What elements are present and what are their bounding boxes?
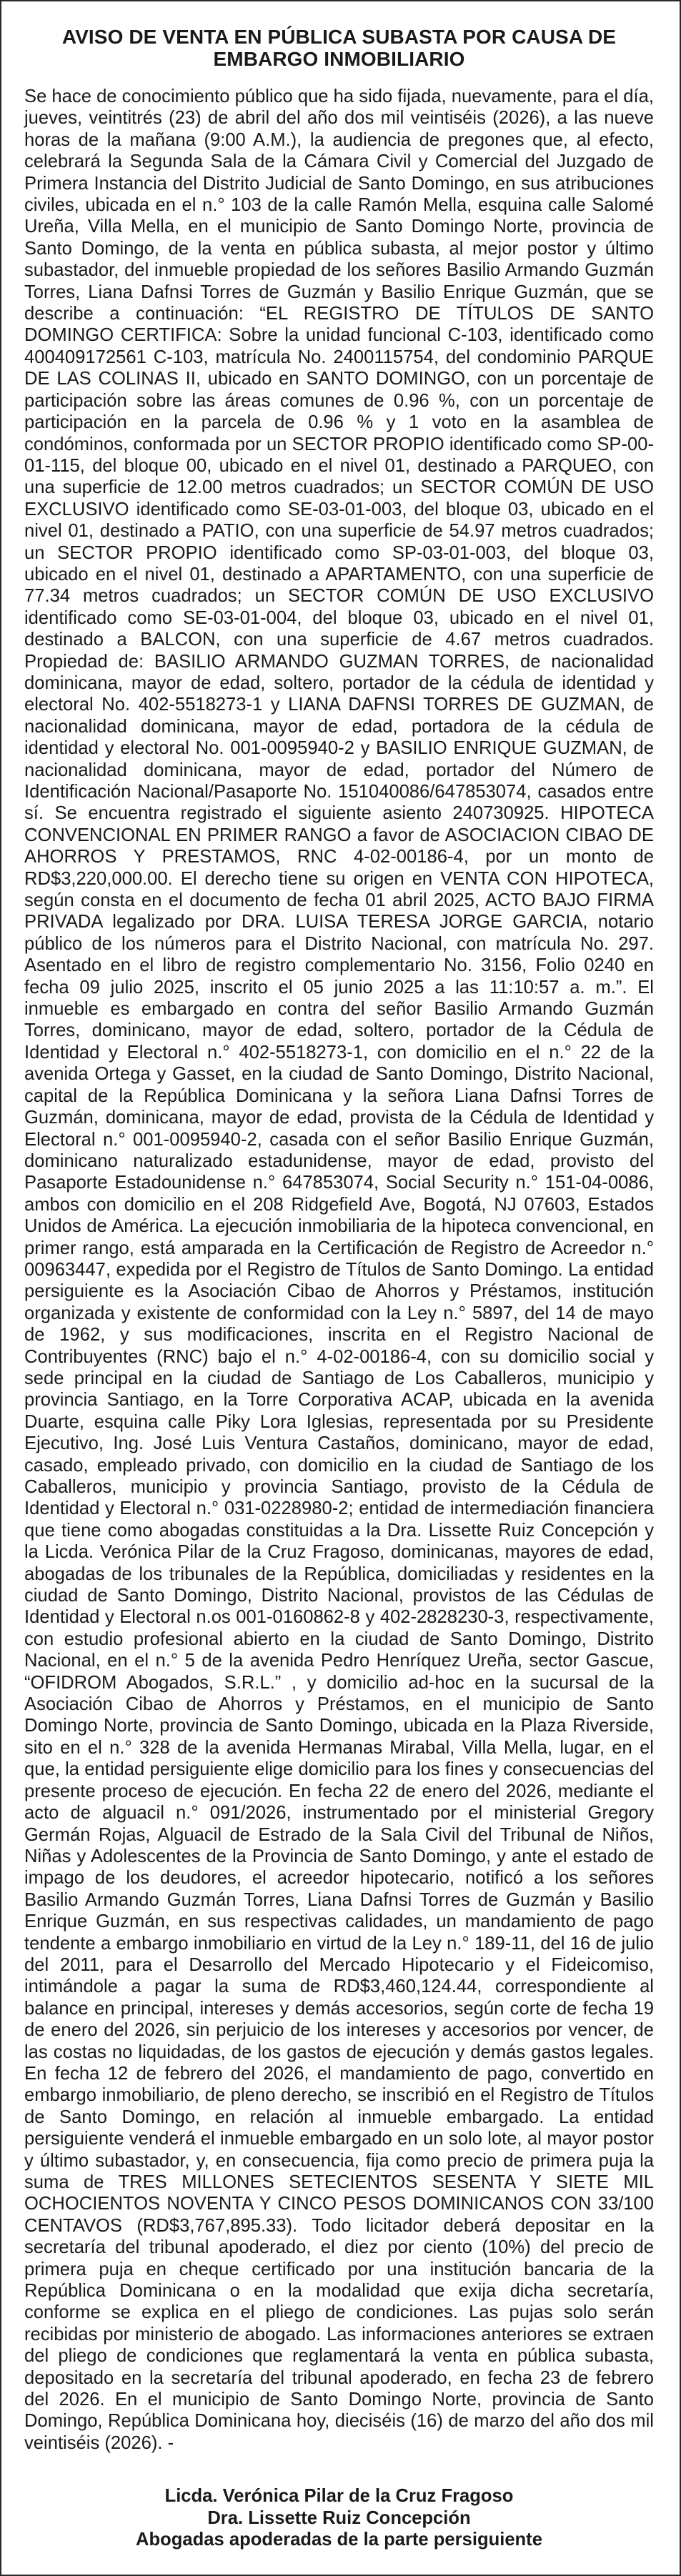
notice-body (24, 86, 654, 2454)
signature-block (24, 2485, 654, 2550)
signature-line-3: Abogadas apoderadas de la parte persiguiente (136, 2530, 542, 2550)
signature-line-2: Dra. Lissette Ruiz Concepción (207, 2507, 471, 2528)
signature-line-1: Licda. Verónica Pilar de la Cruz Fragoso (164, 2486, 514, 2507)
notice-body-text: Se hace de conocimiento público que ha sido fijada, nuevamente, para el día, jueves, veintitrés (23) de abril del año dos mil veintiséis (2026), a las nueve horas de la mañana (9:00 A.M.), la audiencia de pregones que, al efecto, celebrará la Segunda Sala de la Cámara Civil y Comercial del Juzgado de Primera Instancia del Distrito Judicial de Santo Domingo, en sus atribuciones civiles, ubicada en el n.° 103 de la calle Ramón Mella, esquina calle Salomé Ureña, Villa Mella, en el municipio de Santo Domingo Norte, provincia de Santo Domingo, de la venta en pública subasta, al mejor postor y último subastador, del inmueble propiedad de los señores Basilio Armando Guzmán Torres, Liana Dafnsi Torres de Guzmán y Basilio Enrique Guzmán, que se describe a continuación: “EL REGISTRO DE TÍTULOS DE SANTO DOMINGO CERTIFICA: Sobre la unidad funcional C-103, identificado como 400409172561 C-103, matrícula No. 2400115754, del condominio PARQUE DE LAS COLINAS II, ubicado en SANTO DOMINGO, con un porcentaje de participación sobre las áreas comunes de 0.96 %, con un porcentaje de participación en la parcela de 0.96 % y 1 voto en la asamblea de condóminos, conformada por un SECTOR PROPIO identificado como SP-00-01-115, del bloque 00, ubicado en el nivel 01, destinado a PARQUEO, con una superficie de 12.00 metros cuadrados; un SECTOR COMÚN DE USO EXCLUSIVO identificado como SE-03-01-003, del bloque 03, ubicado en el nivel 01, destinado a PATIO, con una superficie de 54.97 metros cuadrados; un SECTOR PROPIO identificado como SP-03-01-003, del bloque 03, ubicado en el nivel 01, destinado a APARTAMENTO, con una superficie de 77.34 metros cuadrados; un SECTOR COMÚN DE USO EXCLUSIVO identificado como SE-03-01-004, del bloque 03, ubicado en el nivel 01, destinado a BALCON, con una superficie de 4.67 metros cuadrados. Propiedad de: BASILIO ARMANDO GUZMAN TORRES, de nacionalidad dominicana, mayor de edad, soltero, portador de la cédula de identidad y electoral No. 402-5518273-1 y LIANA DAFNSI TORRES DE GUZMAN, de nacionalidad dominicana, mayor de edad, portadora de la cédula de identidad y electoral No. 001-0095940-2 y BASILIO ENRIQUE GUZMAN, de nacionalidad dominicana, mayor de edad, portador del Número de Identificación Nacional/Pasaporte No. 151040086/647853074, casados entre sí. Se encuentra registrado el siguiente asiento 240730925. HIPOTECA CONVENCIONAL EN PRIMER RANGO a favor de ASOCIACION CIBAO DE AHORROS Y PRESTAMOS, RNC 4-02-00186-4, por un monto de RD$3,220,000.00. El derecho tiene su origen en VENTA CON HIPOTECA, según consta en el documento de fecha 01 abril 2025, ACTO BAJO FIRMA PRIVADA legalizado por DRA. LUISA TERESA JORGE GARCIA, notario público de los números para el Distrito Nacional, con matrícula No. 297. Asentado en el libro de registro complementario No. 3156, Folio 0240 en fecha 09 julio 2025, inscrito el 05 junio 2025 a las 11:10:57 a. m.”. El inmueble es embargado en contra del señor Basilio Armando Guzmán Torres, dominicano, mayor de edad, soltero, portador de la Cédula de Identidad y Electoral n.° 402-5518273-1, con domicilio en el n.° 22 de la avenida Ortega y Gasset, en la ciudad de Santo Domingo, Distrito Nacional, capital de la República Dominicana y la señora Liana Dafnsi Torres de Guzmán, dominicana, mayor de edad, provista de la Cédula de Identidad y Electoral n.° 001-0095940-2, casada con el señor Basilio Enrique Guzmán, dominicano naturalizado estadunidense, mayor de edad, provisto del Pasaporte Estadounidense n.° 647853074, Social Security n.° 151-04-0086, ambos con domicilio en el 208 Ridgefield Ave, Bogotá, NJ 07603, Estados Unidos de América. La ejecución inmobiliaria de la hipoteca convencional, en primer rango, está amparada en la Certificación de Registro de Acreedor n.° 00963447, expedida por el Registro de Títulos de Santo Domingo. La entidad persiguiente es la Asociación Cibao de Ahorros y Préstamos, institución organizada y existente de conformidad con la Ley n.° 5897, del 14 de mayo de 1962, y sus modificaciones, inscrita en el Registro Nacional de Contribuyentes (RNC) bajo el n.° 4-02-00186-4, con su domicilio social y sede principal en la ciudad de Santiago de Los Caballeros, municipio y provincia Santiago, en la Torre Corporativa ACAP, ubicada en la avenida Duarte, esquina calle Piky Lora Iglesias, representada por su Presidente Ejecutivo, Ing. José Luis Ventura Castaños, dominicano, mayor de edad, casado, empleado privado, con domicilio en la ciudad de Santiago de los Caballeros, municipio y provincia Santiago, provisto de la Cédula de Identidad y Electoral n.° 031-0228980-2; entidad de intermediación financiera que tiene como abogadas constituidas a la Dra. Lissette Ruiz Concepción y la Licda. Verónica Pilar de la Cruz Fragoso, dominicanas, mayores de edad, abogadas de los tribunales de la República, domiciliadas y residentes en la ciudad de Santo Domingo, Distrito Nacional, provistos de las Cédulas de Identidad y Electoral n.os 001-0160862-8 y 402-2828230-3, respectivamente, con estudio profesional abierto en la ciudad de Santo Domingo, Distrito Nacional, en el n.° 5 de la avenida Pedro Henríquez Ureña, sector Gascue, “OFIDROM Abogados, S.R.L.” , y domicilio ad-hoc en la sucursal de la Asociación Cibao de Ahorros y Préstamos, en el municipio de Santo Domingo Norte, provincia de Santo Domingo, ubicada en la Plaza Riverside, sito en el n.° 328 de la avenida Hermanas Mirabal, Villa Mella, lugar, en el que, la entidad persiguiente elige domicilio para los fines y consecuencias del presente proceso de ejecución. En fecha 22 de enero del 2026, mediante el acto de alguacil n.° 091/2026, instrumentado por el ministerial Gregory Germán Rojas, Alguacil de Estrado de la Sala Civil del Tribunal de Niños, Niñas y Adolescentes de la Provincia de Santo Domingo, y ante el estado de impago de los deudores, el acreedor hipotecario, notificó a los señores Basilio Armando Guzmán Torres, Liana Dafnsi Torres de Guzmán y Basilio Enrique Guzmán, en sus respectivas calidades, un mandamiento de pago tendente a embargo inmobiliario en virtud de la Ley n.° 189-11, del 16 de julio del 2011, para el Desarrollo del Mercado Hipotecario y el Fideicomiso, intimándole a pagar la suma de RD$3,460,124.44, correspondiente al balance en principal, intereses y demás accesorios, según corte de fecha 19 de enero del 2026, sin perjuicio de los intereses y accesorios por vencer, de las costas no liquidadas, de los gastos de ejecución y demás gastos legales. En fecha 12 de febrero del 2026, el mandamiento de pago, convertido en embargo inmobiliario, de pleno derecho, se inscribió en el Registro de Títulos de Santo Domingo, en relación al inmueble embargado. La entidad persiguiente venderá el inmueble embargado en un solo lote, al mayor postor y último subastador, y, en consecuencia, fija como precio de primera puja la suma de TRES MILLONES SETECIENTOS SESENTA Y SIETE MIL OCHOCIENTOS NOVENTA Y CINCO PESOS DOMINICANOS CON 33/100 CENTAVOS (RD$3,767,895.33). Todo licitador deberá depositar en la secretaría del tribunal apoderado, el diez por ciento (10%) del precio de primera puja en cheque certificado por una institución bancaria de la República Dominicana o en la modalidad que exija dicha secretaría, conforme se explica en el pliego de condiciones. Las pujas solo serán recibidas por ministerio de abogado. Las informaciones anteriores se extraen del pliego de condiciones que reglamentará la venta en pública subasta, depositado en la secretaría del tribunal apoderado, en fecha 23 de febrero del 2026. En el municipio de Santo Domingo Norte, provincia de Santo Domingo, República Dominicana hoy, dieciséis (16) de marzo del año dos mil veintiséis (2026). - (24, 86, 654, 2453)
notice-title: AVISO DE VENTA EN PÚBLICA SUBASTA POR CAUSA DE EMBARGO INMOBILIARIO (61, 26, 617, 70)
